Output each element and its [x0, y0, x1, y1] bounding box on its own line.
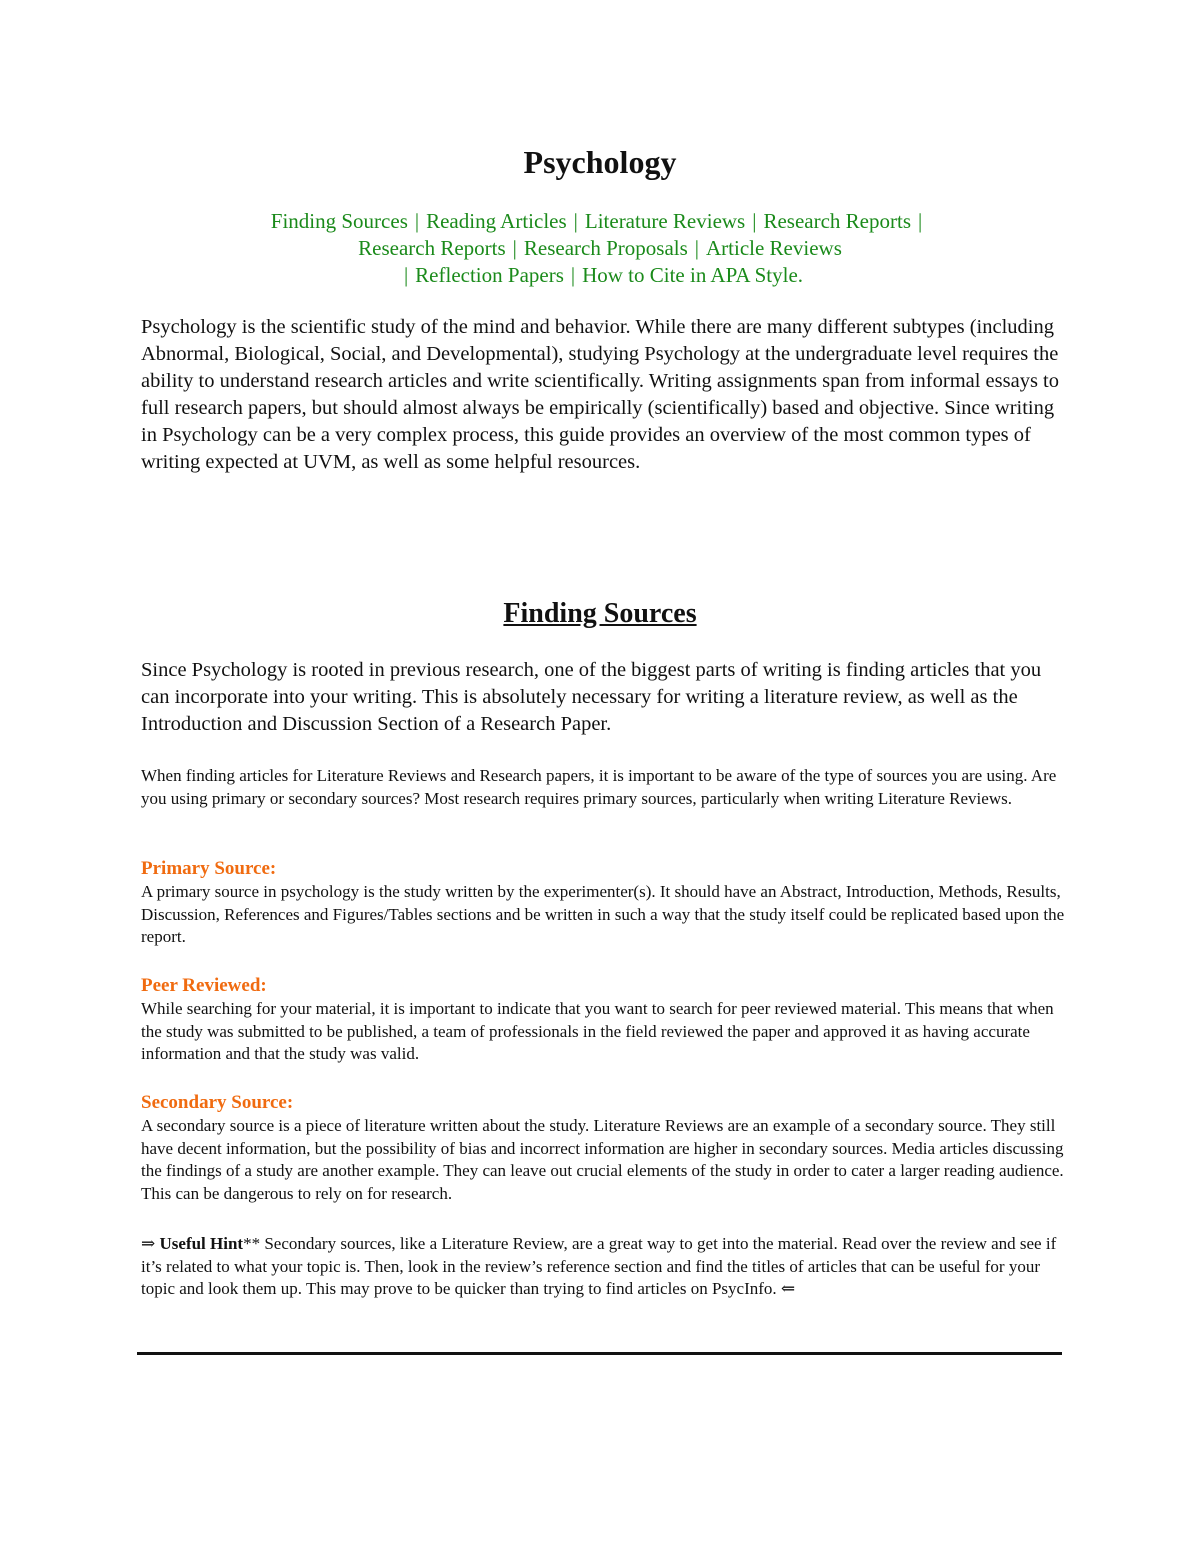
- section-title-finding-sources: Finding Sources: [503, 598, 697, 629]
- primary-source-text: A primary source in psychology is the study written by the experimenter(s). It should have an Abstract, Introduction, Methods, Results, Discussion, References and Figures/Tables sections and be written in such a way that the study itself could be replicated based upon the report.: [141, 882, 1065, 946]
- nav-separator: |: [414, 209, 420, 233]
- nav-separator: |: [694, 236, 699, 260]
- nav-link-research-proposals[interactable]: Research Proposals: [523, 236, 688, 260]
- nav-link-finding-sources[interactable]: Finding Sources: [270, 209, 408, 233]
- section-nav: [150, 208, 1050, 289]
- nav-link-literature-reviews[interactable]: Literature Reviews: [584, 209, 746, 233]
- source-types-note-block: [141, 765, 1066, 810]
- nav-link-apa-style[interactable]: How to Cite in APA Style.: [582, 263, 804, 287]
- hint-asterisks: **: [243, 1234, 261, 1253]
- source-types-note: When finding articles for Literature Reviews and Research papers, it is important to be aware of the type of sources you are using. Are you using primary or secondary sources? Most research requires primary sources, particularly when writing Literature Reviews.: [141, 766, 1057, 808]
- peer-reviewed-text: While searching for your material, it is important to indicate that you want to search for peer reviewed material. This means that when the study was submitted to be published, a team of professionals in the field reviewed the paper and approved it as having accurate information and that the study was valid.: [141, 999, 1054, 1063]
- secondary-source-text: A secondary source is a piece of literature written about the study. Literature Reviews are an example of a secondary source. They still have decent information, but the possibility of bias and incorrect information are higher in secondary sources. Media articles discussing the findings of a study are another example. They can leave out crucial elements of the study in order to cater a larger reading audience. This can be dangerous to rely on for research.: [141, 1116, 1064, 1203]
- right-arrow-icon: ⇒: [141, 1234, 156, 1253]
- secondary-source-block: [141, 1091, 1066, 1205]
- nav-link-research-reports[interactable]: Research Reports: [763, 209, 911, 233]
- nav-separator: |: [512, 236, 517, 260]
- finding-sources-lead: Since Psychology is rooted in previous research, one of the biggest parts of writing is finding articles that you can incorporate into your writing. This is absolutely necessary for writing a literature review, as well as the Introduction and Discussion Section of a Research Paper.: [141, 659, 1042, 735]
- nav-separator: |: [918, 209, 923, 233]
- peer-reviewed-block: [141, 974, 1066, 1066]
- useful-hint-block: [141, 1233, 1066, 1301]
- nav-separator: |: [752, 209, 757, 233]
- nav-link-research-reports-2[interactable]: Research Reports: [358, 236, 506, 260]
- primary-source-heading: Primary Source:: [141, 858, 277, 879]
- left-arrow-icon: ⇐: [780, 1279, 796, 1298]
- useful-hint-label: Useful Hint: [159, 1234, 244, 1253]
- nav-link-article-reviews[interactable]: Article Reviews: [706, 236, 842, 260]
- peer-reviewed-heading: Peer Reviewed:: [141, 975, 267, 996]
- nav-separator: |: [570, 263, 576, 287]
- bottom-divider: [137, 1352, 1062, 1355]
- primary-source-block: [141, 857, 1066, 949]
- nav-link-reading-articles[interactable]: Reading Articles: [426, 209, 567, 233]
- intro-paragraph: Psychology is the scientific study of the mind and behavior. While there are many different subtypes (including Abnormal, Biological, Social, and Developmental), studying Psychology at the undergraduate level requires the ability to understand research articles and write scientifically. Writing assignments span from informal essays to full research papers, but should almost always be empirically (scientifically) based and objective. Since writing in Psychology can be a very complex process, this guide provides an overview of the most common types of writing expected at UVM, as well as some helpful resources.: [141, 316, 1060, 473]
- nav-separator: |: [573, 209, 578, 233]
- page-title: Psychology: [523, 144, 677, 180]
- hint-body: Secondary sources, like a Literature Review, are a great way to get into the material. Read over the review and see if it’s related to what your topic is. Then, look in the review’s reference section and find the titles of articles that can be useful for your topic and look them up. This may prove to be quicker than trying to find articles on PsycInfo.: [141, 1234, 1057, 1298]
- secondary-source-heading: Secondary Source:: [141, 1092, 294, 1113]
- nav-separator: |: [403, 263, 409, 287]
- useful-hint-text: [141, 1233, 1066, 1301]
- nav-link-reflection-papers[interactable]: Reflection Papers: [415, 263, 564, 287]
